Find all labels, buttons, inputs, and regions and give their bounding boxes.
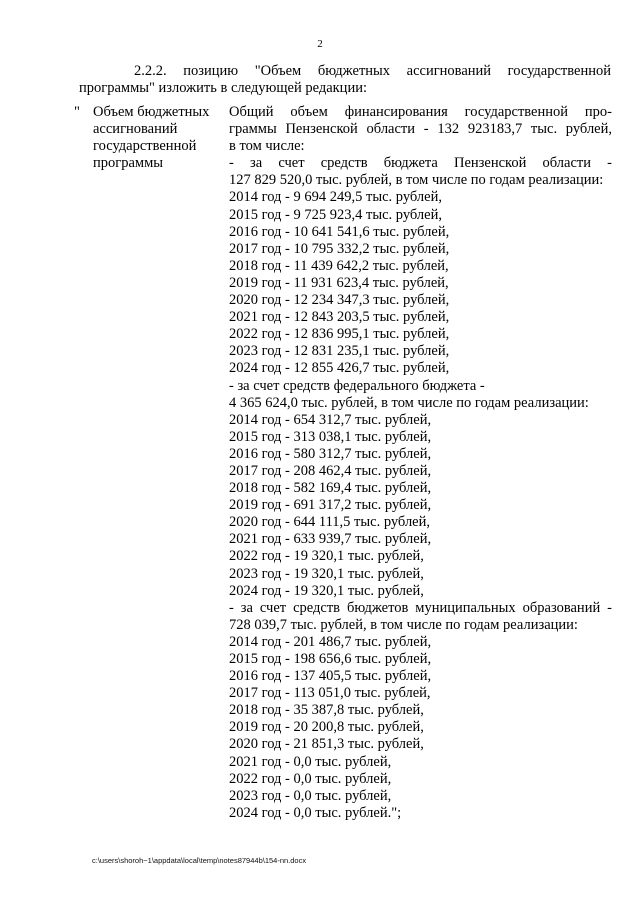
year-amount-item: 2020 год - 21 851,3 тыс. рублей, bbox=[229, 736, 424, 753]
municipal-budget-header: - за счет средств бюджетов муниципальных образований - bbox=[229, 599, 612, 616]
year-amount-item: 2023 год - 19 320,1 тыс. рублей, bbox=[229, 565, 424, 582]
position-label-line: Объем бюджетных bbox=[93, 104, 210, 120]
year-amount-item: 2021 год - 12 843 203,5 тыс. рублей, bbox=[229, 309, 450, 326]
intro-line-1: 2.2.2. позицию "Объем бюджетных ассигнований государственной bbox=[134, 63, 611, 79]
year-amount-item: 2021 год - 0,0 тыс. рублей, bbox=[229, 753, 392, 770]
intro-paragraph bbox=[79, 63, 611, 97]
year-amount-item: 2021 год - 633 939,7 тыс. рублей, bbox=[229, 531, 432, 548]
year-amount-item: 2022 год - 0,0 тыс. рублей, bbox=[229, 770, 392, 787]
total-financing-line: Общий объем финансирования государственной про- bbox=[229, 104, 612, 120]
total-financing-line: граммы Пензенской области - 132 923183,7 тыс. рублей, bbox=[229, 121, 612, 138]
year-amount-item: 2020 год - 644 111,5 тыс. рублей, bbox=[229, 514, 431, 531]
page-number: 2 bbox=[317, 38, 323, 50]
regional-budget-header: - за счет средств бюджета Пензенской области - bbox=[229, 155, 612, 172]
regional-years-list bbox=[229, 189, 612, 377]
year-amount-item: 2015 год - 198 656,6 тыс. рублей, bbox=[229, 651, 432, 667]
year-amount-item: 2024 год - 12 855 426,7 тыс. рублей, bbox=[229, 360, 450, 377]
regional-budget-header: 127 829 520,0 тыс. рублей, в том числе по годам реализации: bbox=[229, 172, 604, 189]
year-amount-item: 2015 год - 313 038,1 тыс. рублей, bbox=[229, 428, 432, 445]
year-amount-item: 2017 год - 10 795 332,2 тыс. рублей, bbox=[229, 240, 450, 257]
year-amount-item: 2018 год - 35 387,8 тыс. рублей, bbox=[229, 702, 424, 719]
year-amount-item: 2024 год - 0,0 тыс. рублей."; bbox=[229, 804, 402, 821]
year-amount-item: 2024 год - 19 320,1 тыс. рублей, bbox=[229, 582, 424, 599]
year-amount-item: 2018 год - 582 169,4 тыс. рублей, bbox=[229, 480, 432, 497]
year-amount-item: 2018 год - 11 439 642,2 тыс. рублей, bbox=[229, 257, 449, 274]
federal-years-list bbox=[229, 412, 612, 600]
total-financing-line: в том числе: bbox=[229, 138, 305, 155]
year-amount-item: 2023 год - 0,0 тыс. рублей, bbox=[229, 787, 392, 804]
year-amount-item: 2022 год - 19 320,1 тыс. рублей, bbox=[229, 548, 424, 565]
municipal-years-list bbox=[229, 634, 612, 822]
position-label-line: ассигнований bbox=[93, 121, 178, 137]
year-amount-item: 2014 год - 9 694 249,5 тыс. рублей, bbox=[229, 189, 442, 206]
year-amount-item: 2023 год - 12 831 235,1 тыс. рублей, bbox=[229, 343, 450, 360]
year-amount-item: 2014 год - 201 486,7 тыс. рублей, bbox=[229, 633, 432, 650]
year-amount-item: 2016 год - 10 641 541,6 тыс. рублей, bbox=[229, 223, 450, 240]
year-amount-item: 2020 год - 12 234 347,3 тыс. рублей, bbox=[229, 292, 450, 309]
year-amount-item: 2015 год - 9 725 923,4 тыс. рублей, bbox=[229, 206, 442, 223]
intro-line-2: программы" изложить в следующей редакции: bbox=[79, 80, 367, 96]
federal-budget-header: - за счет средств федерального бюджета - bbox=[229, 377, 485, 394]
municipal-budget-header: 728 039,7 тыс. рублей, в том числе по годам реализации: bbox=[229, 616, 578, 633]
position-label-line: программы bbox=[93, 155, 163, 171]
year-amount-item: 2022 год - 12 836 995,1 тыс. рублей, bbox=[229, 326, 450, 343]
footer-file-path: c:\users\shoroh~1\appdata\local\temp\notes87944b\154-nn.docx bbox=[92, 856, 307, 865]
opening-quote-mark: " bbox=[74, 104, 80, 120]
position-label bbox=[93, 104, 219, 172]
year-amount-item: 2019 год - 691 317,2 тыс. рублей, bbox=[229, 497, 432, 514]
year-amount-item: 2014 год - 654 312,7 тыс. рублей, bbox=[229, 411, 432, 428]
position-label-line: государственной bbox=[93, 138, 197, 154]
year-amount-item: 2019 год - 11 931 623,4 тыс. рублей, bbox=[229, 274, 449, 291]
position-value bbox=[229, 104, 612, 822]
year-amount-item: 2016 год - 137 405,5 тыс. рублей, bbox=[229, 668, 432, 685]
year-amount-item: 2017 год - 208 462,4 тыс. рублей, bbox=[229, 462, 432, 479]
year-amount-item: 2019 год - 20 200,8 тыс. рублей, bbox=[229, 719, 424, 736]
year-amount-item: 2017 год - 113 051,0 тыс. рублей, bbox=[229, 685, 431, 702]
year-amount-item: 2016 год - 580 312,7 тыс. рублей, bbox=[229, 445, 432, 462]
federal-budget-header: 4 365 624,0 тыс. рублей, в том числе по годам реализации: bbox=[229, 394, 589, 411]
